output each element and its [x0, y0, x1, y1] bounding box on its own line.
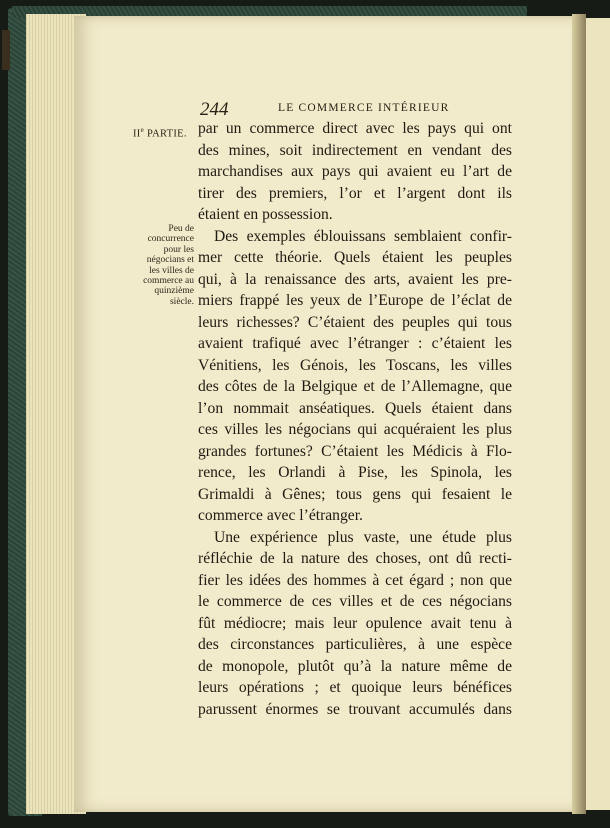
part-label — [133, 126, 187, 140]
text-line: mer cette théorie. Quels étaient les peuples — [198, 249, 512, 266]
body-text — [198, 118, 512, 720]
text-line: de monopole, plutôt qu’à la nature même de — [198, 657, 512, 675]
margin-note-line: quinzième — [154, 286, 194, 297]
text-line: tirer des premiers, l’or et l’argent dont ils — [198, 184, 512, 202]
part-numeral: II — [133, 128, 141, 140]
text-line: fût médiocre; mais leur opulence avait tenu à — [198, 614, 512, 632]
margin-note-line: commerce au — [143, 276, 194, 287]
page-gutter — [572, 14, 586, 814]
margin-note-line: concurrence — [147, 234, 194, 245]
text-line: commerce avec l’étranger. — [198, 507, 363, 524]
text-line: par un commerce direct avec les pays qui ont — [198, 120, 512, 137]
page-clip — [2, 30, 10, 70]
text-line: réfléchie de la nature des choses, ont dû recti- — [198, 550, 512, 567]
text-line: l’on nommait anséatiques. Quels étaient dans — [198, 399, 512, 417]
text-line: parussent énormes se trouvant accumulés dans — [198, 700, 512, 718]
facing-page — [584, 18, 610, 810]
paragraph-start-line: Des exemples éblouissans semblaient confir- — [214, 227, 512, 245]
text-line: fier les idées des hommes à cet égard ; non que — [198, 571, 512, 589]
text-line: miers frappé les yeux de l’Europe de l’éclat de — [198, 292, 512, 309]
text-line: avaient trafiqué avec l’étranger : c’étaient les — [198, 335, 512, 352]
text-line: grandes fortunes? C’étaient les Médicis à Flo- — [198, 442, 512, 460]
text-line: qui, à la renaissance des arts, avaient les pre- — [198, 270, 512, 288]
text-line: leurs opérations ; et quoique leurs bénéfices — [198, 679, 512, 696]
margin-note-line: siècle. — [169, 296, 194, 307]
text-line: des côtes de la Belgique et de l’Allemagne, que — [198, 378, 512, 395]
margin-note-line: pour les — [163, 244, 194, 255]
text-line: marchandises aux pays qui avaient eu l’art de — [198, 163, 512, 180]
part-word: PARTIE. — [144, 128, 187, 140]
text-line: leurs richesses? C’étaient des peuples qui tous — [198, 313, 512, 331]
text-line: Vénitiens, les Génois, les Toscans, les villes — [198, 356, 512, 374]
text-line: Grimaldi à Gênes; tous gens qui fesaient le — [198, 485, 512, 503]
margin-note-line: Peu de — [168, 224, 194, 234]
page-number: 244 — [200, 99, 229, 120]
margin-note — [118, 224, 194, 307]
running-title: LE COMMERCE INTÉRIEUR — [278, 102, 450, 114]
paragraph-start-line: Une expérience plus vaste, une étude plus — [214, 528, 512, 546]
text-line: des mines, soit indirectement en vendant des — [198, 141, 512, 159]
text-line: ces villes les négocians qui acquéraient les plus — [198, 421, 512, 438]
part-superscript: e — [140, 126, 145, 134]
margin-note-line: négocians et — [146, 255, 194, 266]
text-line: le commerce de ces villes et de ces négocians — [198, 593, 512, 610]
text-line: rence, les Orlandi à Pise, les Spinola, les — [198, 464, 512, 481]
margin-note-line: les villes de — [149, 265, 194, 276]
text-line: des circonstances particulières, à une espèce — [198, 636, 512, 653]
text-line: étaient en possession. — [198, 206, 333, 223]
